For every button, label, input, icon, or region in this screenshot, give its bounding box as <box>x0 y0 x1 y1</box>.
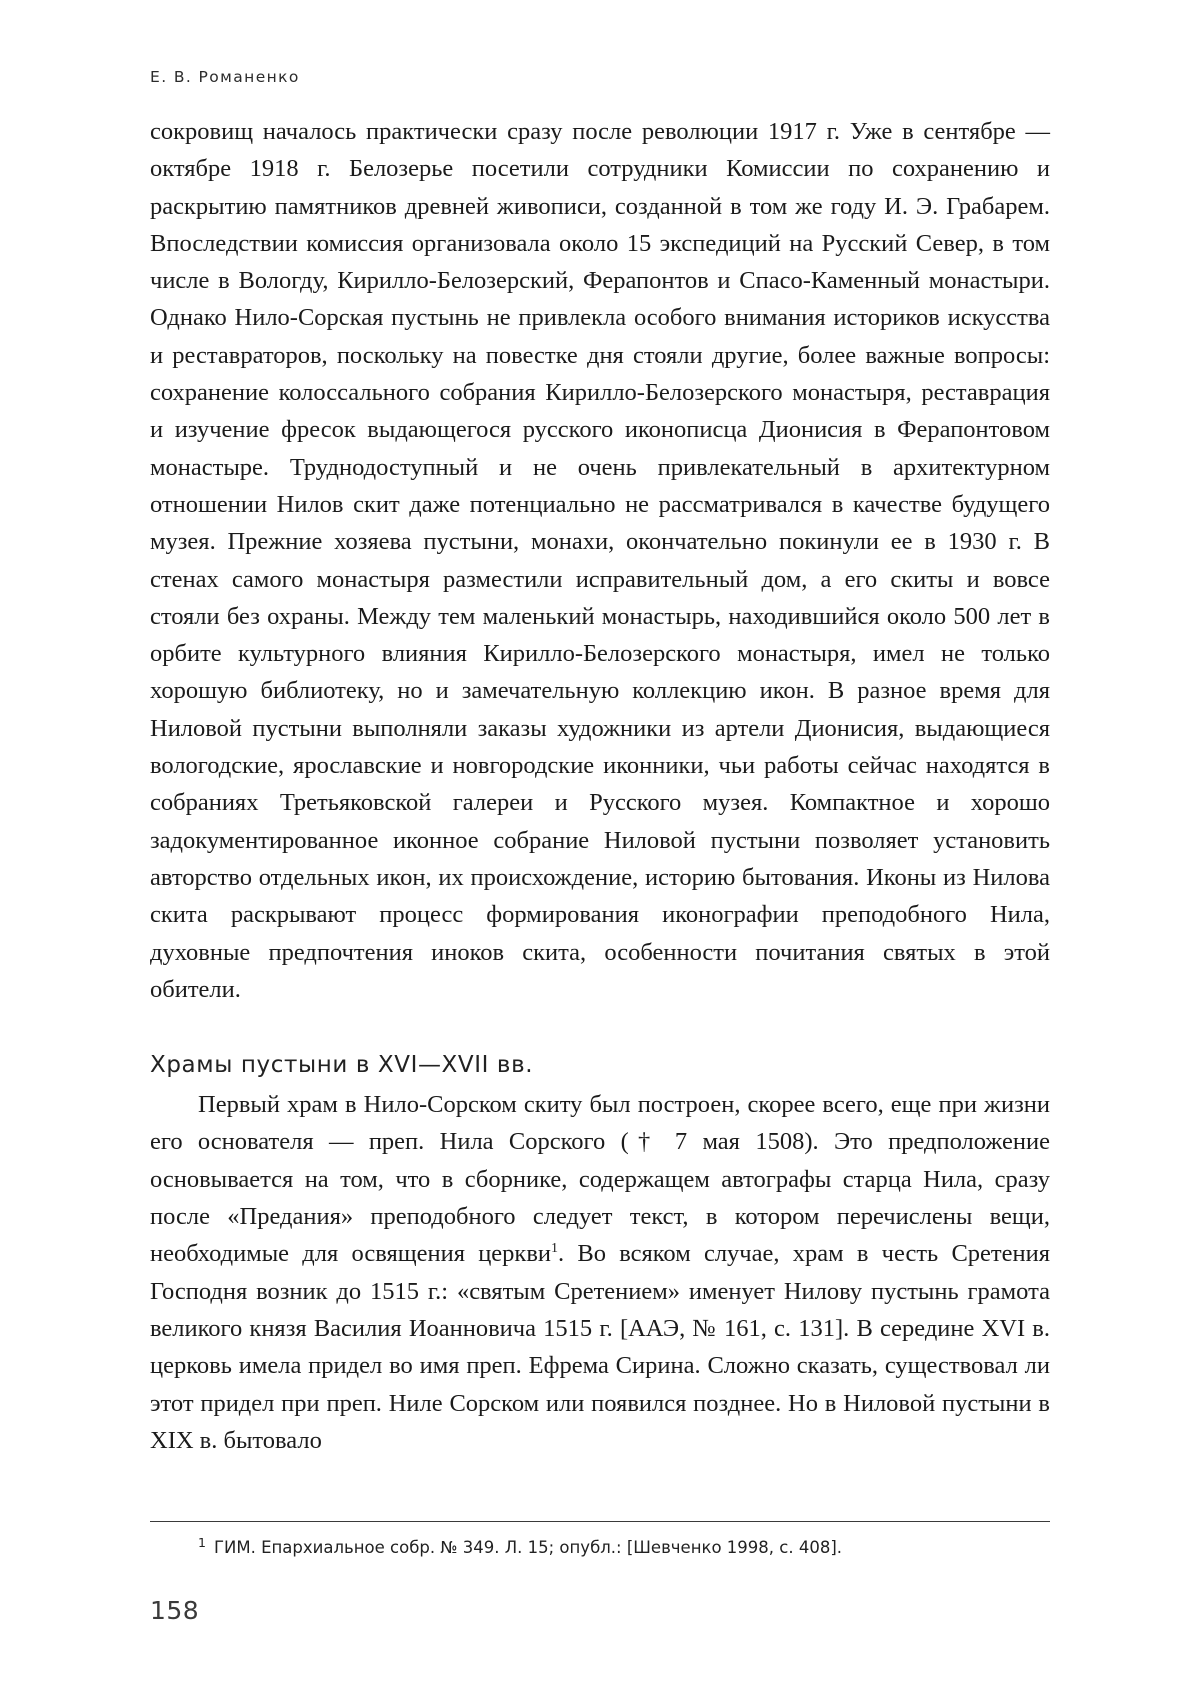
footnote-body: ГИМ. Епархиальное собр. № 349. Л. 15; опубл.: [Шевченко 1998, с. 408]. <box>213 1538 843 1557</box>
body-paragraph-1: сокровищ началось практически сразу после революции 1917 г. Уже в сентябре — октябре 1918 г. Белозерье посетили сотрудники Комиссии по сохранению и раскрытию памятников древней живописи, созданной в том же году И. Э. Грабарем. Впоследствии комиссия организовала около 15 экспедиций на Русский Север, в том числе в Вологду, Кирилло-Белозерский, Ферапонтов и Спасо-Каменный монастыри. Однако Нило-Сорская пустынь не привлекла особого внимания историков искусства и реставраторов, поскольку на повестке дня стояли другие, более важные вопросы: сохранение колоссального собрания Кирилло-Белозерского монастыря, реставрация и изучение фресок выдающегося русского иконописца Дионисия в Ферапонтовом монастыре. Труднодоступный и не очень привлекательный в архитектурном отношении Нилов скит даже потенциально не рассматривался в качестве будущего музея. Прежние хозяева пустыни, монахи, окончательно покинули ее в 1930 г. В стенах самого монастыря разместили исправительный дом, а его скиты и вовсе стояли без охраны. Между тем маленький монастырь, находившийся около 500 лет в орбите культурного влияния Кирилло-Белозерского монастыря, имел не только хорошую библиотеку, но и замечательную коллекцию икон. В разное время для Ниловой пустыни выполняли заказы художники из артели Дионисия, выдающиеся вологодские, ярославские и новгородские иконники, чьи работы сейчас находятся в собраниях Третьяковской галереи и Русского музея. Компактное и хорошо задокументированное иконное собрание Ниловой пустыни позволяет установить авторство отдельных икон, их происхождение, историю бытования. Иконы из Нилова скита раскрывают процесс формирования иконографии преподобного Нила, духовные предпочтения иноков скита, особенности почитания святых в этой обители. <box>150 118 1050 1003</box>
page-number: 158 <box>150 1596 200 1625</box>
paragraph-2-text-before-footnote: Первый храм в Нило-Сорском скиту был построен, скорее всего, еще при жизни его основателя — преп. Нила Сорского († 7 мая 1508). Это предположение основывается на том, что в сборнике, содержащем автографы старца Нила, сразу после «Предания» преподобного следует текст, в котором перечислены вещи, необходимые для освящения церкви <box>150 1091 1050 1268</box>
body-paragraph-2 <box>150 1086 1050 1459</box>
running-head: Е. В. Романенко <box>150 68 300 86</box>
footnote-divider <box>150 1521 1050 1522</box>
section-heading: Храмы пустыни в XVI—XVII вв. <box>150 1052 534 1079</box>
footnote-number: 1 <box>198 1534 206 1550</box>
paragraph-2-text-after-footnote: . Во всяком случае, храм в честь Сретения Господня возник до 1515 г.: «святым Сретением» именует Нилову пустынь грамота великого князя Василия Иоанновича 1515 г. [ААЭ, № 161, с. 131]. В середине XVI в. церковь имела придел во имя преп. Ефрема Сирина. Сложно сказать, существовал ли этот придел при преп. Ниле Сорском или появился позднее. Но в Ниловой пустыни в XIX в. бытовало <box>150 1240 1050 1454</box>
footnote-reference-marker[interactable]: 1 <box>551 1241 559 1257</box>
footnote-area <box>150 1521 1050 1560</box>
page-body <box>150 113 1050 1459</box>
footnote-entry <box>150 1536 1050 1560</box>
